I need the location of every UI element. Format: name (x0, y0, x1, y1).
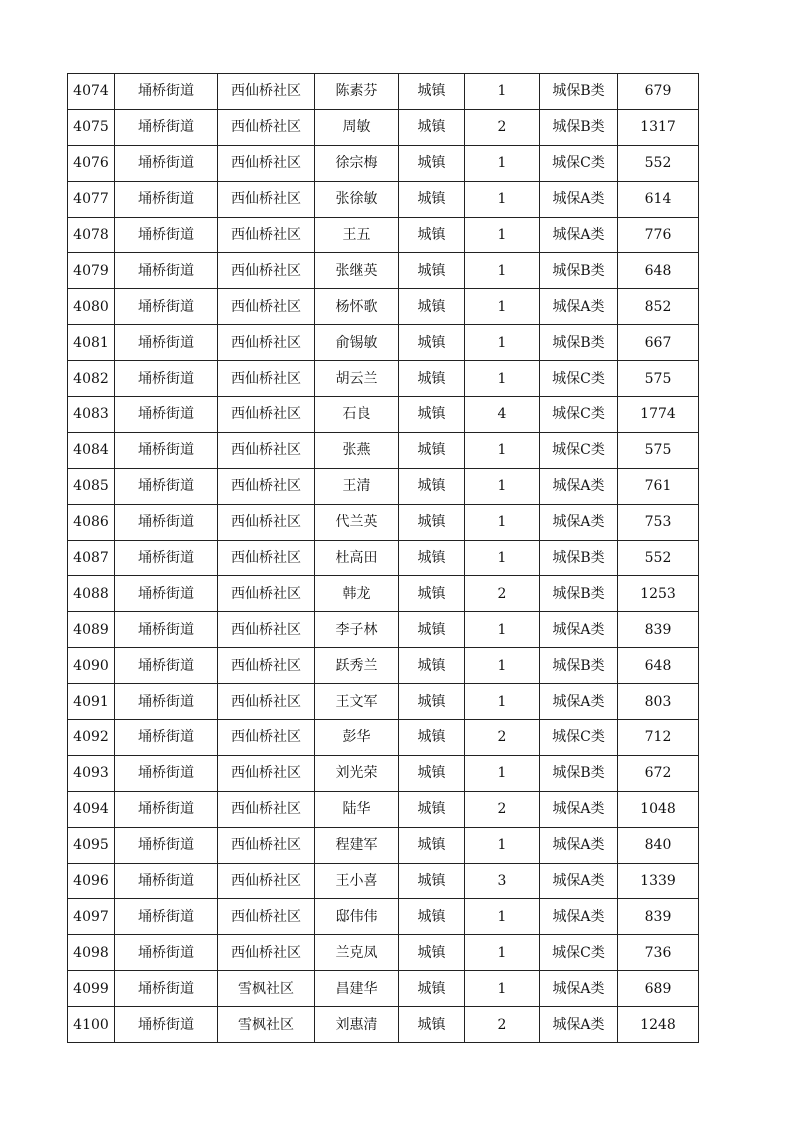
cell-row-number: 4074 (68, 74, 115, 110)
cell-name: 张燕 (315, 432, 399, 468)
cell-row-number: 4094 (68, 791, 115, 827)
cell-amount: 1774 (618, 397, 699, 433)
cell-amount: 1248 (618, 1007, 699, 1043)
table-row (68, 540, 699, 576)
cell-street: 埇桥街道 (115, 899, 218, 935)
cell-area-type: 城镇 (399, 899, 465, 935)
cell-insurance-category: 城保A类 (540, 217, 618, 253)
cell-amount: 689 (618, 971, 699, 1007)
cell-name: 彭华 (315, 720, 399, 756)
cell-street: 埇桥街道 (115, 468, 218, 504)
cell-street: 埇桥街道 (115, 827, 218, 863)
table-row (68, 397, 699, 433)
table-row (68, 971, 699, 1007)
table-row (68, 145, 699, 181)
cell-name: 杜高田 (315, 540, 399, 576)
cell-household-count: 1 (465, 289, 540, 325)
cell-row-number: 4077 (68, 181, 115, 217)
cell-area-type: 城镇 (399, 863, 465, 899)
cell-name: 王文军 (315, 684, 399, 720)
cell-community: 西仙桥社区 (218, 684, 315, 720)
cell-street: 埇桥街道 (115, 325, 218, 361)
cell-amount: 803 (618, 684, 699, 720)
cell-household-count: 2 (465, 720, 540, 756)
cell-amount: 839 (618, 899, 699, 935)
cell-row-number: 4091 (68, 684, 115, 720)
cell-area-type: 城镇 (399, 504, 465, 540)
table-row (68, 325, 699, 361)
cell-community: 西仙桥社区 (218, 74, 315, 110)
cell-amount: 852 (618, 289, 699, 325)
table-body (68, 74, 699, 1043)
cell-insurance-category: 城保B类 (540, 540, 618, 576)
cell-insurance-category: 城保B类 (540, 755, 618, 791)
cell-insurance-category: 城保C类 (540, 361, 618, 397)
cell-insurance-category: 城保C类 (540, 432, 618, 468)
cell-amount: 839 (618, 612, 699, 648)
cell-area-type: 城镇 (399, 145, 465, 181)
cell-row-number: 4076 (68, 145, 115, 181)
cell-area-type: 城镇 (399, 361, 465, 397)
cell-row-number: 4087 (68, 540, 115, 576)
cell-row-number: 4098 (68, 935, 115, 971)
cell-household-count: 1 (465, 74, 540, 110)
cell-area-type: 城镇 (399, 935, 465, 971)
cell-insurance-category: 城保C类 (540, 935, 618, 971)
cell-street: 埇桥街道 (115, 253, 218, 289)
cell-insurance-category: 城保B类 (540, 648, 618, 684)
cell-community: 西仙桥社区 (218, 576, 315, 612)
table-row (68, 684, 699, 720)
cell-household-count: 2 (465, 576, 540, 612)
cell-household-count: 1 (465, 540, 540, 576)
cell-area-type: 城镇 (399, 397, 465, 433)
cell-row-number: 4085 (68, 468, 115, 504)
cell-row-number: 4090 (68, 648, 115, 684)
cell-row-number: 4075 (68, 109, 115, 145)
table-row (68, 899, 699, 935)
cell-household-count: 1 (465, 504, 540, 540)
cell-insurance-category: 城保A类 (540, 899, 618, 935)
cell-community: 西仙桥社区 (218, 253, 315, 289)
cell-area-type: 城镇 (399, 217, 465, 253)
cell-area-type: 城镇 (399, 468, 465, 504)
cell-area-type: 城镇 (399, 648, 465, 684)
cell-row-number: 4089 (68, 612, 115, 648)
cell-street: 埇桥街道 (115, 540, 218, 576)
cell-community: 西仙桥社区 (218, 109, 315, 145)
cell-amount: 552 (618, 145, 699, 181)
cell-area-type: 城镇 (399, 253, 465, 289)
cell-community: 西仙桥社区 (218, 181, 315, 217)
cell-household-count: 1 (465, 432, 540, 468)
cell-insurance-category: 城保B类 (540, 325, 618, 361)
cell-amount: 679 (618, 74, 699, 110)
cell-amount: 667 (618, 325, 699, 361)
cell-name: 邸伟伟 (315, 899, 399, 935)
cell-household-count: 1 (465, 684, 540, 720)
table-row (68, 432, 699, 468)
cell-insurance-category: 城保A类 (540, 1007, 618, 1043)
cell-row-number: 4097 (68, 899, 115, 935)
cell-insurance-category: 城保A类 (540, 684, 618, 720)
table-row (68, 1007, 699, 1043)
cell-insurance-category: 城保C类 (540, 145, 618, 181)
cell-name: 陈素芬 (315, 74, 399, 110)
cell-community: 西仙桥社区 (218, 899, 315, 935)
cell-household-count: 2 (465, 791, 540, 827)
cell-name: 王小喜 (315, 863, 399, 899)
cell-name: 王清 (315, 468, 399, 504)
table-row (68, 755, 699, 791)
cell-row-number: 4086 (68, 504, 115, 540)
cell-street: 埇桥街道 (115, 181, 218, 217)
cell-community: 西仙桥社区 (218, 612, 315, 648)
cell-name: 兰克凤 (315, 935, 399, 971)
cell-row-number: 4100 (68, 1007, 115, 1043)
cell-insurance-category: 城保A类 (540, 181, 618, 217)
cell-community: 西仙桥社区 (218, 648, 315, 684)
cell-street: 埇桥街道 (115, 504, 218, 540)
cell-row-number: 4082 (68, 361, 115, 397)
cell-name: 徐宗梅 (315, 145, 399, 181)
cell-name: 张继英 (315, 253, 399, 289)
cell-community: 雪枫社区 (218, 1007, 315, 1043)
cell-area-type: 城镇 (399, 971, 465, 1007)
cell-name: 刘惠清 (315, 1007, 399, 1043)
cell-area-type: 城镇 (399, 540, 465, 576)
cell-name: 陆华 (315, 791, 399, 827)
cell-amount: 1048 (618, 791, 699, 827)
cell-household-count: 1 (465, 755, 540, 791)
cell-insurance-category: 城保A类 (540, 863, 618, 899)
cell-community: 西仙桥社区 (218, 827, 315, 863)
cell-community: 西仙桥社区 (218, 289, 315, 325)
cell-name: 王五 (315, 217, 399, 253)
cell-household-count: 2 (465, 1007, 540, 1043)
cell-amount: 648 (618, 648, 699, 684)
cell-amount: 736 (618, 935, 699, 971)
cell-area-type: 城镇 (399, 684, 465, 720)
cell-name: 程建军 (315, 827, 399, 863)
table-row (68, 504, 699, 540)
cell-name: 杨怀歌 (315, 289, 399, 325)
cell-name: 跃秀兰 (315, 648, 399, 684)
cell-area-type: 城镇 (399, 755, 465, 791)
cell-community: 西仙桥社区 (218, 863, 315, 899)
cell-community: 西仙桥社区 (218, 217, 315, 253)
cell-area-type: 城镇 (399, 289, 465, 325)
cell-household-count: 1 (465, 468, 540, 504)
cell-community: 西仙桥社区 (218, 935, 315, 971)
cell-community: 西仙桥社区 (218, 755, 315, 791)
cell-insurance-category: 城保A类 (540, 827, 618, 863)
cell-street: 埇桥街道 (115, 863, 218, 899)
cell-street: 埇桥街道 (115, 684, 218, 720)
cell-insurance-category: 城保C类 (540, 397, 618, 433)
cell-insurance-category: 城保C类 (540, 720, 618, 756)
cell-community: 西仙桥社区 (218, 397, 315, 433)
cell-name: 张徐敏 (315, 181, 399, 217)
cell-community: 西仙桥社区 (218, 325, 315, 361)
cell-row-number: 4099 (68, 971, 115, 1007)
cell-street: 埇桥街道 (115, 791, 218, 827)
cell-amount: 712 (618, 720, 699, 756)
cell-street: 埇桥街道 (115, 1007, 218, 1043)
table-row (68, 720, 699, 756)
cell-amount: 753 (618, 504, 699, 540)
cell-name: 昌建华 (315, 971, 399, 1007)
cell-household-count: 1 (465, 899, 540, 935)
cell-household-count: 1 (465, 612, 540, 648)
cell-household-count: 1 (465, 217, 540, 253)
cell-area-type: 城镇 (399, 720, 465, 756)
cell-community: 西仙桥社区 (218, 791, 315, 827)
cell-area-type: 城镇 (399, 612, 465, 648)
cell-name: 周敏 (315, 109, 399, 145)
cell-row-number: 4078 (68, 217, 115, 253)
cell-area-type: 城镇 (399, 827, 465, 863)
cell-street: 埇桥街道 (115, 648, 218, 684)
cell-area-type: 城镇 (399, 181, 465, 217)
cell-insurance-category: 城保B类 (540, 109, 618, 145)
cell-amount: 575 (618, 432, 699, 468)
table-row (68, 576, 699, 612)
cell-community: 西仙桥社区 (218, 432, 315, 468)
cell-insurance-category: 城保A类 (540, 468, 618, 504)
cell-household-count: 1 (465, 325, 540, 361)
cell-insurance-category: 城保A类 (540, 289, 618, 325)
table-row (68, 109, 699, 145)
cell-row-number: 4088 (68, 576, 115, 612)
data-table (67, 73, 699, 1043)
cell-household-count: 1 (465, 935, 540, 971)
cell-amount: 648 (618, 253, 699, 289)
cell-street: 埇桥街道 (115, 109, 218, 145)
cell-amount: 552 (618, 540, 699, 576)
table-row (68, 935, 699, 971)
cell-street: 埇桥街道 (115, 432, 218, 468)
cell-area-type: 城镇 (399, 432, 465, 468)
table-row (68, 289, 699, 325)
cell-street: 埇桥街道 (115, 145, 218, 181)
table-row (68, 468, 699, 504)
cell-area-type: 城镇 (399, 325, 465, 361)
table-row (68, 217, 699, 253)
cell-household-count: 1 (465, 145, 540, 181)
cell-amount: 672 (618, 755, 699, 791)
table-row (68, 791, 699, 827)
cell-household-count: 3 (465, 863, 540, 899)
table-row (68, 827, 699, 863)
cell-name: 代兰英 (315, 504, 399, 540)
cell-street: 埇桥街道 (115, 755, 218, 791)
cell-street: 埇桥街道 (115, 576, 218, 612)
cell-row-number: 4093 (68, 755, 115, 791)
cell-name: 俞锡敏 (315, 325, 399, 361)
cell-amount: 614 (618, 181, 699, 217)
cell-amount: 1317 (618, 109, 699, 145)
cell-row-number: 4079 (68, 253, 115, 289)
cell-street: 埇桥街道 (115, 971, 218, 1007)
table-row (68, 181, 699, 217)
cell-household-count: 1 (465, 361, 540, 397)
cell-insurance-category: 城保A类 (540, 791, 618, 827)
cell-street: 埇桥街道 (115, 612, 218, 648)
cell-insurance-category: 城保A类 (540, 504, 618, 540)
cell-community: 雪枫社区 (218, 971, 315, 1007)
table-row (68, 361, 699, 397)
cell-insurance-category: 城保B类 (540, 74, 618, 110)
cell-street: 埇桥街道 (115, 935, 218, 971)
cell-row-number: 4081 (68, 325, 115, 361)
cell-insurance-category: 城保A类 (540, 971, 618, 1007)
cell-area-type: 城镇 (399, 74, 465, 110)
table-row (68, 863, 699, 899)
cell-household-count: 1 (465, 648, 540, 684)
cell-area-type: 城镇 (399, 109, 465, 145)
cell-row-number: 4083 (68, 397, 115, 433)
cell-name: 韩龙 (315, 576, 399, 612)
cell-household-count: 4 (465, 397, 540, 433)
cell-community: 西仙桥社区 (218, 504, 315, 540)
cell-row-number: 4084 (68, 432, 115, 468)
table-row (68, 612, 699, 648)
cell-amount: 840 (618, 827, 699, 863)
cell-name: 石良 (315, 397, 399, 433)
cell-insurance-category: 城保B类 (540, 576, 618, 612)
cell-area-type: 城镇 (399, 1007, 465, 1043)
cell-community: 西仙桥社区 (218, 540, 315, 576)
cell-name: 李子林 (315, 612, 399, 648)
table-row (68, 253, 699, 289)
cell-name: 胡云兰 (315, 361, 399, 397)
cell-name: 刘光荣 (315, 755, 399, 791)
cell-amount: 1339 (618, 863, 699, 899)
cell-amount: 776 (618, 217, 699, 253)
cell-row-number: 4080 (68, 289, 115, 325)
cell-insurance-category: 城保B类 (540, 253, 618, 289)
cell-amount: 1253 (618, 576, 699, 612)
cell-community: 西仙桥社区 (218, 720, 315, 756)
table-row (68, 648, 699, 684)
cell-community: 西仙桥社区 (218, 145, 315, 181)
cell-household-count: 1 (465, 253, 540, 289)
cell-street: 埇桥街道 (115, 289, 218, 325)
cell-insurance-category: 城保A类 (540, 612, 618, 648)
cell-row-number: 4096 (68, 863, 115, 899)
cell-street: 埇桥街道 (115, 74, 218, 110)
cell-amount: 575 (618, 361, 699, 397)
cell-community: 西仙桥社区 (218, 361, 315, 397)
cell-area-type: 城镇 (399, 791, 465, 827)
cell-amount: 761 (618, 468, 699, 504)
cell-row-number: 4095 (68, 827, 115, 863)
cell-street: 埇桥街道 (115, 720, 218, 756)
cell-street: 埇桥街道 (115, 361, 218, 397)
cell-street: 埇桥街道 (115, 397, 218, 433)
cell-household-count: 1 (465, 827, 540, 863)
cell-household-count: 2 (465, 109, 540, 145)
table-row (68, 74, 699, 110)
cell-household-count: 1 (465, 971, 540, 1007)
cell-area-type: 城镇 (399, 576, 465, 612)
cell-row-number: 4092 (68, 720, 115, 756)
cell-street: 埇桥街道 (115, 217, 218, 253)
cell-community: 西仙桥社区 (218, 468, 315, 504)
cell-household-count: 1 (465, 181, 540, 217)
